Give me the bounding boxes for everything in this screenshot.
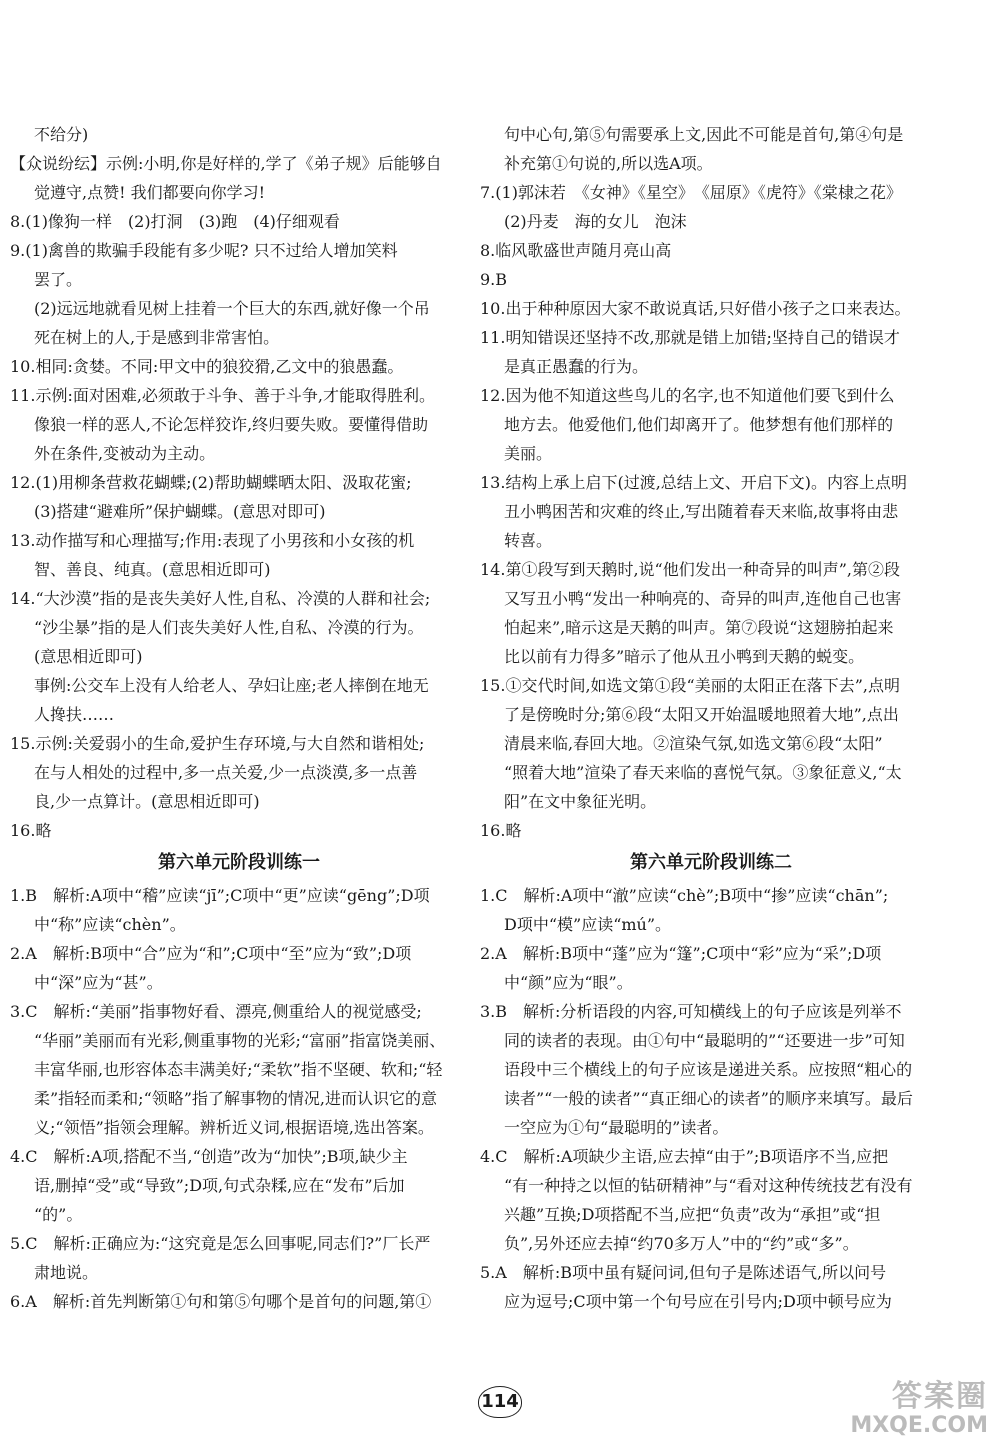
answer-line: 同的读者的表现。由①句中“最聪明的”“还要进一步”可知	[504, 1031, 905, 1050]
answer-line: 义;“领悟”指领会理解。辨析近义词,根据语境,选出答案。	[34, 1118, 434, 1137]
answer-line: 柔”指轻而柔和;“领略”指了解事物的情况,进而认识它的意	[34, 1089, 438, 1108]
answer-line: (2)丹麦 海的女儿 泡沫	[504, 212, 687, 231]
answer-line: 12.(1)用柳条营救花蝴蝶;(2)帮助蝴蝶晒太阳、汲取花蜜;	[10, 473, 412, 492]
answer-line: 16.略	[480, 821, 522, 840]
answer-line: 2.A 解析:B项中“合”应为“和”;C项中“至”应为“致”;D项	[10, 944, 412, 963]
answer-line: 【众说纷纭】示例:小明,你是好样的,学了《弟子规》后能够自	[10, 154, 442, 173]
answer-line: 14.“大沙漠”指的是丧失美好人性,自私、冷漠的人群和社会;	[10, 589, 431, 608]
answer-line: 1.B 解析:A项中“稽”应读“jī”;C项中“更”应读“gēng”;D项	[10, 886, 430, 905]
page-number: 114	[478, 1386, 522, 1418]
answer-line: “照着大地”渲染了春天来临的喜悦气氛。③象征意义,“太	[504, 763, 902, 782]
answer-line: 事例:公交车上没有人给老人、孕妇让座;老人摔倒在地无	[34, 676, 429, 695]
answer-line: 1.C 解析:A项中“澈”应读“chè”;B项中“掺”应读“chān”;	[480, 886, 889, 905]
answer-line: 一空应为①句“最聪明的”读者。	[504, 1118, 729, 1137]
answer-line: 13.结构上承上启下(过渡,总结上文、开启下文)。内容上点明	[480, 473, 908, 492]
answer-line: 外在条件,变被动为主动。	[34, 444, 216, 463]
answer-line: 中“称”应读“chèn”。	[34, 915, 186, 934]
answer-line: 负”,另外还应去掉“约70多万人”中的“约”或“多”。	[504, 1234, 859, 1253]
right-column	[480, 120, 942, 1316]
answer-line: 3.C 解析:“美丽”指事物好看、漂亮,侧重给人的视觉感受;	[10, 1002, 422, 1021]
answer-line: 转喜。	[504, 531, 553, 550]
answer-line: 语,删掉“受”或“导致”;D项,句式杂糅,应在“发布”后加	[34, 1176, 405, 1195]
answer-line: 10.相同:贪婪。不同:甲文中的狼狡猾,乙文中的狼愚蠢。	[10, 357, 404, 376]
answer-line: 9.B	[480, 270, 508, 289]
answer-line: 怕起来”,暗示这是天鹅的叫声。第⑦段说“这翅膀拍起来	[504, 618, 894, 637]
answer-line: 丰富华丽,也形容体态丰满美好;“柔软”指不坚硬、软和;“轻	[34, 1060, 443, 1079]
answer-line: 补充第①句说的,所以选A项。	[504, 154, 713, 173]
answer-line: 5.C 解析:正确应为:“这究竟是怎么回事呢,同志们?”厂长严	[10, 1234, 431, 1253]
answer-line: 4.C 解析:A项缺少主语,应去掉“由于”;B项语序不当,应把	[480, 1147, 889, 1166]
answer-line: 10.出于种种原因大家不敢说真话,只好借小孩子之口来表达。	[480, 299, 911, 318]
watermark-logo	[808, 1380, 988, 1440]
answer-line: 9.(1)禽兽的欺骗手段能有多少呢? 只不过给人增加笑料	[10, 241, 398, 260]
answer-line: 7.(1)郭沫若 《女神》《星空》 《屈原》《虎符》《棠棣之花》	[480, 183, 902, 202]
answer-line: 阳”在文中象征光明。	[504, 792, 657, 811]
answer-line: D项中“模”应读“mú”。	[504, 915, 672, 934]
answer-line: 比以前有力得多”暗示了他从丑小鸭到天鹅的蜕变。	[504, 647, 865, 666]
answer-line: 中“深”应为“甚”。	[34, 973, 163, 992]
answer-line: 8.临风歌盛世声随月亮山高	[480, 241, 672, 260]
answer-line: 人搀扶……	[34, 705, 115, 724]
answer-line: 5.A 解析:B项中虽有疑问词,但句子是陈述语气,所以问号	[480, 1263, 887, 1282]
answer-line: (3)搭建“避难所”保护蝴蝶。(意思对即可)	[34, 502, 326, 521]
answer-line: 地方去。他爱他们,他们却离开了。他梦想有他们那样的	[504, 415, 894, 434]
answer-line: 语段中三个横线上的句子应该是递进关系。应按照“粗心的	[504, 1060, 913, 1079]
answer-line: 良,少一点算计。(意思相近即可)	[34, 792, 260, 811]
answer-line: 2.A 解析:B项中“蓬”应为“篷”;C项中“彩”应为“采”;D项	[480, 944, 882, 963]
answer-line: 16.略	[10, 821, 52, 840]
answer-line: 兴趣”互换;D项搭配不当,应把“负责”改为“承担”或“担	[504, 1205, 881, 1224]
answer-line: 14.第①段写到天鹅时,说“他们发出一种奇异的叫声”,第②段	[480, 560, 900, 579]
answer-line: 8.(1)像狗一样 (2)打洞 (3)跑 (4)仔细观看	[10, 212, 340, 231]
answer-line: 不给分)	[34, 125, 89, 144]
answer-line: 死在树上的人,于是感到非常害怕。	[34, 328, 280, 347]
answer-line: 13.动作描写和心理描写;作用:表现了小男孩和小女孩的机	[10, 531, 415, 550]
answer-line: 罢了。	[34, 270, 83, 289]
answer-line: 3.B 解析:分析语段的内容,可知横线上的句子应该是列举不	[480, 1002, 902, 1021]
answer-line: 了是傍晚时分;第⑥段“太阳又开始温暖地照着大地”,点出	[504, 705, 899, 724]
answer-line: 像狼一样的恶人,不论怎样狡诈,终归要失败。要懂得借助	[34, 415, 429, 434]
left-answers-part-1	[10, 120, 468, 845]
answer-line: 中“颜”应为“眼”。	[504, 973, 633, 992]
answer-line: 句中心句,第⑤句需要承上文,因此不可能是首句,第④句是	[504, 125, 904, 144]
answer-line: 6.A 解析:首先判断第①句和第⑤句哪个是首句的问题,第①	[10, 1292, 432, 1311]
answer-line: 读者”“一般的读者”“真正细心的读者”的顺序来填写。最后	[504, 1089, 913, 1108]
answer-line: (意思相近即可)	[34, 647, 143, 666]
answer-line: 智、善良、纯真。(意思相近即可)	[34, 560, 271, 579]
answer-line: 又写丑小鸭“发出一种响亮的、奇异的叫声,连他自己也害	[504, 589, 902, 608]
answer-line: “有一种持之以恒的钻研精神”与“看对这种传统技艺有没有	[504, 1176, 913, 1195]
answer-line: 在与人相处的过程中,多一点关爱,少一点淡漠,多一点善	[34, 763, 418, 782]
section-title-unit6-training-2: 第六单元阶段训练二	[630, 852, 792, 873]
answer-line: 肃地说。	[34, 1263, 99, 1282]
answer-line: 丑小鸭困苦和灾难的终止,写出随着春天来临,故事将由悲	[504, 502, 899, 521]
right-answers-part-2	[480, 881, 942, 1316]
answer-line: 11.明知错误还坚持不改,那就是错上加错;坚持自己的错误才	[480, 328, 900, 347]
watermark-brand: 答案圈	[892, 1379, 988, 1414]
answer-line: (2)远远地就看见树上挂着一个巨大的东西,就好像一个吊	[34, 299, 430, 318]
watermark-url: MXQE.COM	[850, 1413, 988, 1438]
answer-line: “华丽”美丽而有光彩,侧重事物的光彩;“富丽”指富饶美丽、	[34, 1031, 446, 1050]
answer-line: 觉遵守,点赞! 我们都要向你学习!	[34, 183, 266, 202]
answer-line: 清晨来临,春回大地。②渲染气氛,如选文第⑥段“太阳”	[504, 734, 883, 753]
left-column	[10, 120, 468, 1316]
answer-line: 11.示例:面对困难,必须敢于斗争、善于斗争,才能取得胜利。	[10, 386, 436, 405]
right-answers-part-1	[480, 120, 942, 845]
answer-line: 应为逗号;C项中第一个句号应在引号内;D项中顿号应为	[504, 1292, 892, 1311]
left-answers-part-2	[10, 881, 468, 1316]
answer-line: 15.示例:关爱弱小的生命,爱护生存环境,与大自然和谐相处;	[10, 734, 425, 753]
answer-line: 美丽。	[504, 444, 553, 463]
answer-line: 12.因为他不知道这些鸟儿的名字,也不知道他们要飞到什么	[480, 386, 895, 405]
answer-line: 15.①交代时间,如选文第①段“美丽的太阳正在落下去”,点明	[480, 676, 900, 695]
answer-line: “沙尘暴”指的是人们丧失美好人性,自私、冷漠的行为。	[34, 618, 424, 637]
answer-line: 是真正愚蠢的行为。	[504, 357, 649, 376]
answer-line: “的”。	[34, 1205, 83, 1224]
answer-line: 4.C 解析:A项,搭配不当,“创造”改为“加快”;B项,缺少主	[10, 1147, 408, 1166]
section-title-unit6-training-1: 第六单元阶段训练一	[158, 852, 320, 873]
